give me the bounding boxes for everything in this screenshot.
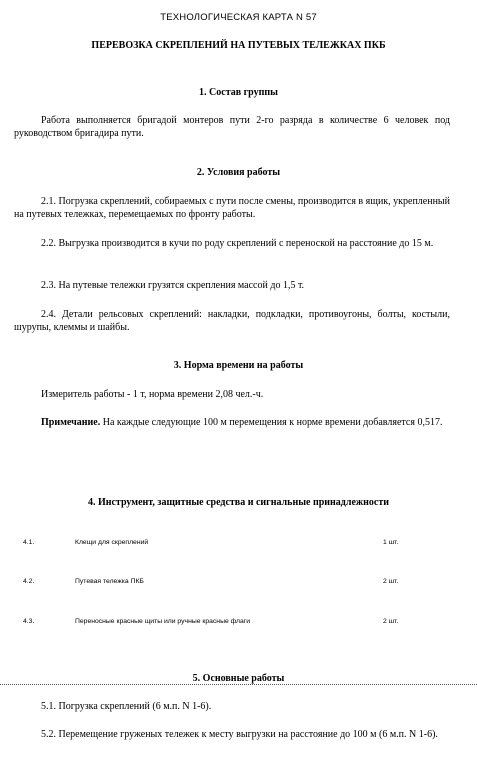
row-number: 4.1.	[23, 539, 35, 546]
card-title: ТЕХНОЛОГИЧЕСКАЯ КАРТА N 57	[160, 12, 317, 23]
note-label: Примечание.	[41, 417, 101, 428]
table-row	[0, 618, 477, 630]
page-break-divider	[0, 684, 477, 685]
section-2-title: 2. Условия работы	[196, 167, 281, 178]
row-name: Клещи для скреплений	[75, 539, 149, 546]
section-5-item-1: 5.1. Погрузка скреплений (6 м.п. N 1-6).	[41, 701, 212, 712]
document-title: ПЕРЕВОЗКА СКРЕПЛЕНИЙ НА ПУТЕВЫХ ТЕЛЕЖКАХ ПКБ	[91, 40, 386, 51]
section-5-item-2: 5.2. Перемещение груженых тележек к месту выгрузки на расстояние до 100 м (6 м.п. N 1-6).	[41, 729, 438, 740]
section-2-item-1: 2.1. Погрузка скреплений, собираемых с пути после смены, производится в ящик, укрепленный на путевых тележках, перемещаемых по фронту работы.	[14, 196, 450, 220]
section-3-note: Примечание. На каждые следующие 100 м перемещения к норме времени добавляется 0,517.	[41, 417, 443, 428]
row-quantity: 2 шт.	[383, 618, 399, 625]
row-name: Переносные красные щиты или ручные красные флаги	[75, 618, 251, 625]
section-2-item-3: 2.3. На путевые тележки грузятся скрепления массой до 1,5 т.	[41, 280, 305, 291]
row-number: 4.3.	[23, 618, 35, 625]
section-4-title: 4. Инструмент, защитные средства и сигнальные принадлежности	[87, 497, 390, 508]
section-1-text: Работа выполняется бригадой монтеров пути 2-го разряда в количестве 6 человек под руководством бригадира пути.	[14, 115, 450, 139]
table-row	[0, 539, 477, 551]
section-3-title: 3. Норма времени на работы	[173, 360, 304, 371]
section-2-item-2: 2.2. Выгрузка производится в кучи по роду скреплений с переноской на расстояние до 15 м.	[41, 238, 434, 249]
row-name: Путевая тележка ПКБ	[75, 578, 144, 585]
section-3-text: Измеритель работы - 1 т, норма времени 2,08 чел.-ч.	[41, 389, 264, 400]
row-quantity: 2 шт.	[383, 578, 399, 585]
row-number: 4.2.	[23, 578, 35, 585]
section-5-title: 5. Основные работы	[192, 673, 285, 684]
row-quantity: 1 шт.	[383, 539, 399, 546]
section-1-title: 1. Состав группы	[199, 87, 278, 98]
table-row	[0, 578, 477, 590]
section-2-item-4: 2.4. Детали рельсовых скреплений: накладки, подкладки, противоугоны, болты, костыли, шурупы, клеммы и шайбы.	[14, 309, 450, 333]
